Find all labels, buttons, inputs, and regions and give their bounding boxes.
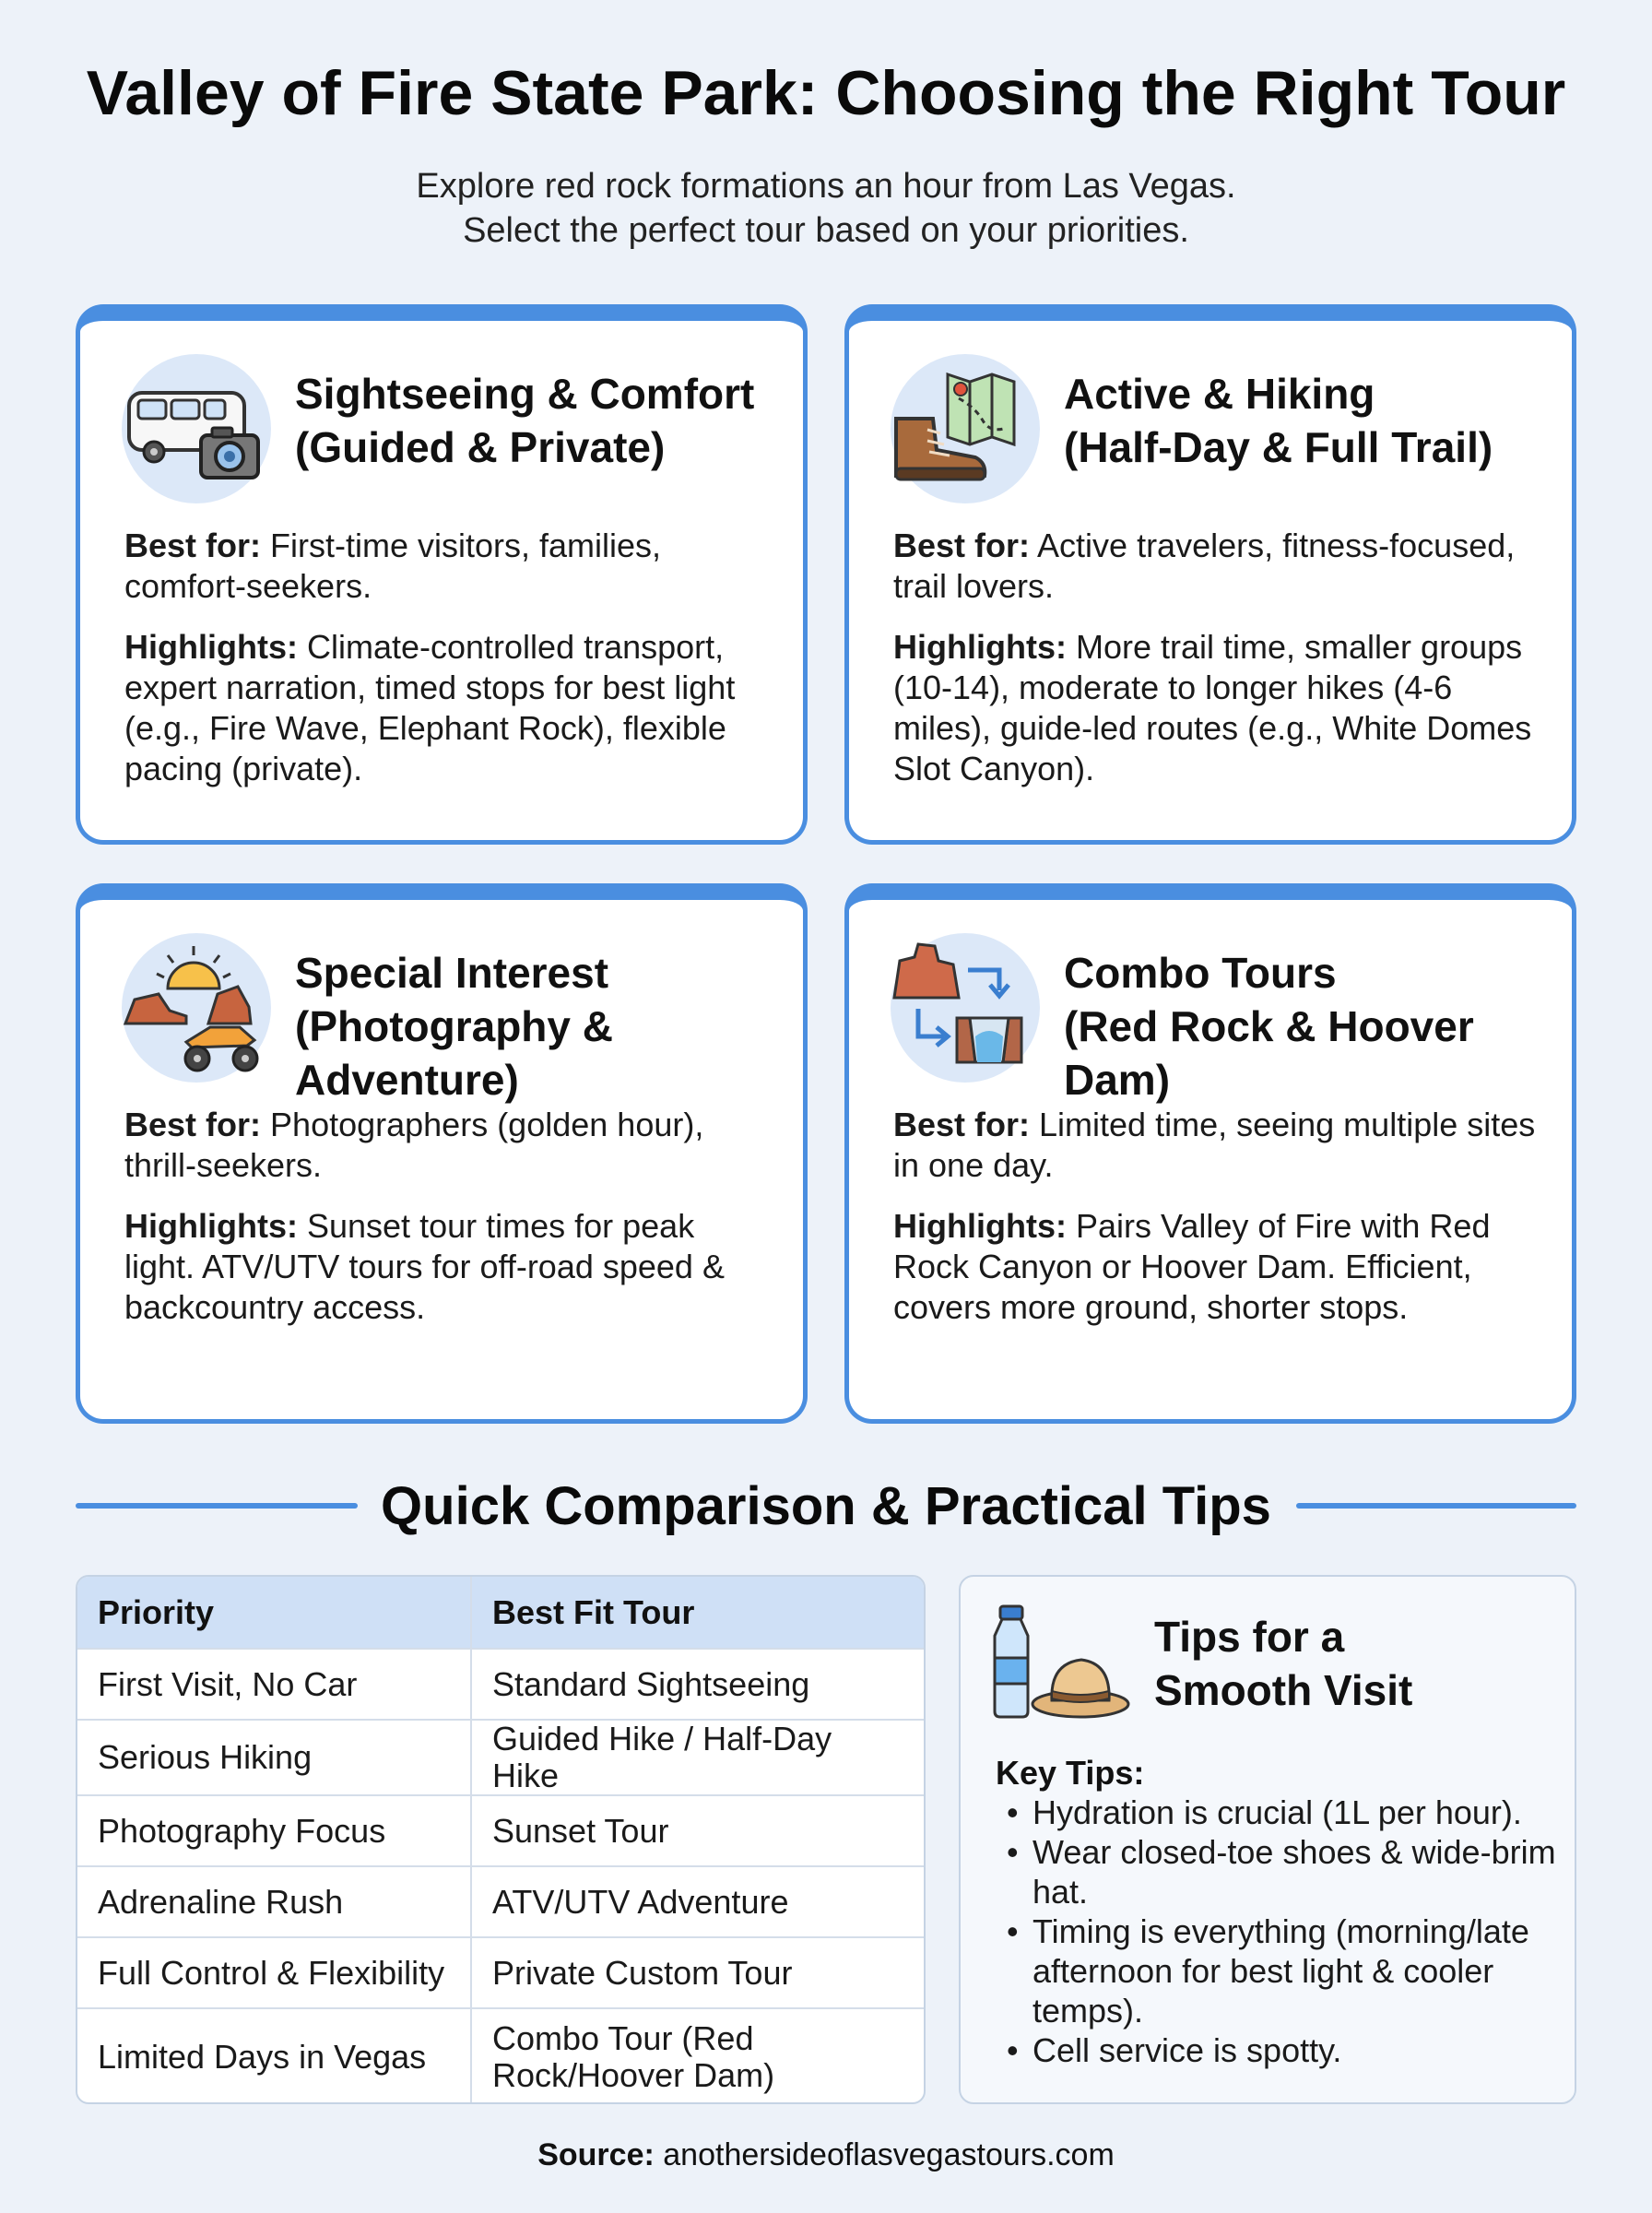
sunset-atv-icon — [122, 933, 271, 1083]
card-title — [1064, 946, 1553, 1106]
list-item: • Timing is everything (morning/late afternoon for best light & cooler temps). — [1007, 1911, 1556, 2030]
cell-priority: Photography Focus — [77, 1795, 471, 1866]
page-subtitle — [0, 164, 1652, 253]
best-for-label: Best for: — [893, 1106, 1031, 1143]
highlights-text: Sunset tour times for peak light. ATV/UTV tours for off-road speed & backcountry access. — [124, 1207, 725, 1326]
cell-best-fit: Combo Tour (Red Rock/Hoover Dam) — [492, 2018, 775, 2094]
key-tips-label: Key Tips: — [996, 1754, 1145, 1792]
tour-card-combo — [844, 883, 1576, 1424]
cell-priority: Limited Days in Vegas — [77, 2008, 471, 2104]
highlights-text: Pairs Valley of Fire with Red Rock Canyon or Hoover Dam. Efficient, covers more ground, shorter stops. — [893, 1207, 1491, 1326]
cell-best-fit: ATV/UTV Adventure — [471, 1866, 924, 1937]
best-for-text: Active travelers, fitness-focused, trail lovers. — [893, 527, 1516, 605]
highlights-label: Highlights: — [893, 1207, 1067, 1245]
card-title — [295, 367, 785, 474]
cell-best-fit: Guided Hike / Half-Day Hike — [471, 1720, 924, 1795]
highlights — [893, 627, 1539, 789]
subtitle-line-2: Select the perfect tour based on your priorities. — [463, 211, 1189, 250]
best-for-label: Best for: — [124, 1106, 262, 1143]
cell-priority: Adrenaline Rush — [77, 1866, 471, 1937]
source-text: anothersideoflasvegastours.com — [663, 2137, 1115, 2172]
best-for — [893, 526, 1539, 607]
highlights-label: Highlights: — [124, 628, 298, 666]
cell-priority: First Visit, No Car — [77, 1649, 471, 1720]
card-title-line-2: (Half-Day & Full Trail) — [1064, 423, 1493, 471]
cell-best-fit: Standard Sightseeing — [471, 1649, 924, 1720]
van-camera-icon — [122, 354, 271, 503]
list-item: • Hydration is crucial (1L per hour). — [1007, 1793, 1556, 1832]
card-title-line-2: (Photography & Adventure) — [295, 1002, 613, 1104]
highlights-text: More trail time, smaller groups (10-14), moderate to longer hikes (4-6 miles), guide-led routes (e.g., White Domes Slot Canyon). — [893, 628, 1532, 787]
best-for-text: Limited time, seeing multiple sites in one day. — [893, 1106, 1536, 1184]
cell-best-fit: Private Custom Tour — [471, 1937, 924, 2008]
tips-panel — [959, 1575, 1576, 2104]
section-title: Quick Comparison & Practical Tips — [381, 1476, 1271, 1536]
column-header-priority: Priority — [77, 1577, 471, 1649]
column-header-best-fit: Best Fit Tour — [471, 1577, 924, 1649]
highlights-text: Climate-controlled transport, expert narration, timed stops for best light (e.g., Fire Wave, Elephant Rock), flexible pacing (private). — [124, 628, 736, 787]
highlights — [893, 1206, 1539, 1328]
card-title-line-1: Combo Tours — [1064, 949, 1337, 997]
highlights-label: Highlights: — [893, 628, 1067, 666]
page-title: Valley of Fire State Park: Choosing the Right Tour — [86, 58, 1566, 128]
best-for — [124, 526, 770, 607]
table-row — [77, 1937, 924, 2008]
table-header-row — [77, 1577, 924, 1649]
table-row — [77, 1795, 924, 1866]
best-for-text: First-time visitors, families, comfort-seekers. — [124, 527, 662, 605]
tour-card-hiking — [844, 304, 1576, 845]
list-item: • Wear closed-toe shoes & wide-brim hat. — [1007, 1832, 1556, 1911]
cell-priority: Full Control & Flexibility — [77, 1937, 471, 2008]
source-label: Source: — [537, 2137, 655, 2172]
best-for-text: Photographers (golden hour), thrill-seekers. — [124, 1106, 704, 1184]
water-bottle-hat-icon — [993, 1603, 1131, 1727]
table-row — [77, 1720, 924, 1795]
table-row — [77, 1649, 924, 1720]
card-title-line-1: Sightseeing & Comfort — [295, 370, 755, 418]
tour-card-special-interest — [76, 883, 808, 1424]
card-title-line-1: Active & Hiking — [1064, 370, 1375, 418]
comparison-table — [76, 1575, 926, 2104]
table-row — [77, 2008, 924, 2104]
subtitle-line-1: Explore red rock formations an hour from Las Vegas. — [416, 167, 1236, 206]
table-row — [77, 1866, 924, 1937]
hiking-boot-map-icon — [891, 354, 1040, 503]
best-for-label: Best for: — [124, 527, 262, 564]
card-title-line-1: Special Interest — [295, 949, 609, 997]
best-for-label: Best for: — [893, 527, 1031, 564]
tour-card-sightseeing — [76, 304, 808, 845]
best-for — [124, 1105, 770, 1186]
tips-list — [1007, 1793, 1556, 2070]
card-title-line-2: (Red Rock & Hoover Dam) — [1064, 1002, 1474, 1104]
card-title — [1064, 367, 1553, 474]
highlights-label: Highlights: — [124, 1207, 298, 1245]
card-body — [124, 526, 770, 810]
list-item: • Cell service is spotty. — [1007, 2030, 1556, 2070]
card-title — [295, 946, 785, 1106]
rock-dam-combo-icon — [891, 933, 1040, 1083]
highlights — [124, 627, 770, 789]
highlights — [124, 1206, 770, 1328]
source-credit — [0, 2137, 1652, 2173]
card-title-line-2: (Guided & Private) — [295, 423, 666, 471]
card-body — [893, 1105, 1539, 1348]
tips-title: Tips for a Smooth Visit — [1154, 1613, 1413, 1714]
cell-best-fit: Sunset Tour — [471, 1795, 924, 1866]
card-body — [893, 526, 1539, 810]
cell-priority: Serious Hiking — [77, 1720, 471, 1795]
card-body — [124, 1105, 770, 1348]
best-for — [893, 1105, 1539, 1186]
